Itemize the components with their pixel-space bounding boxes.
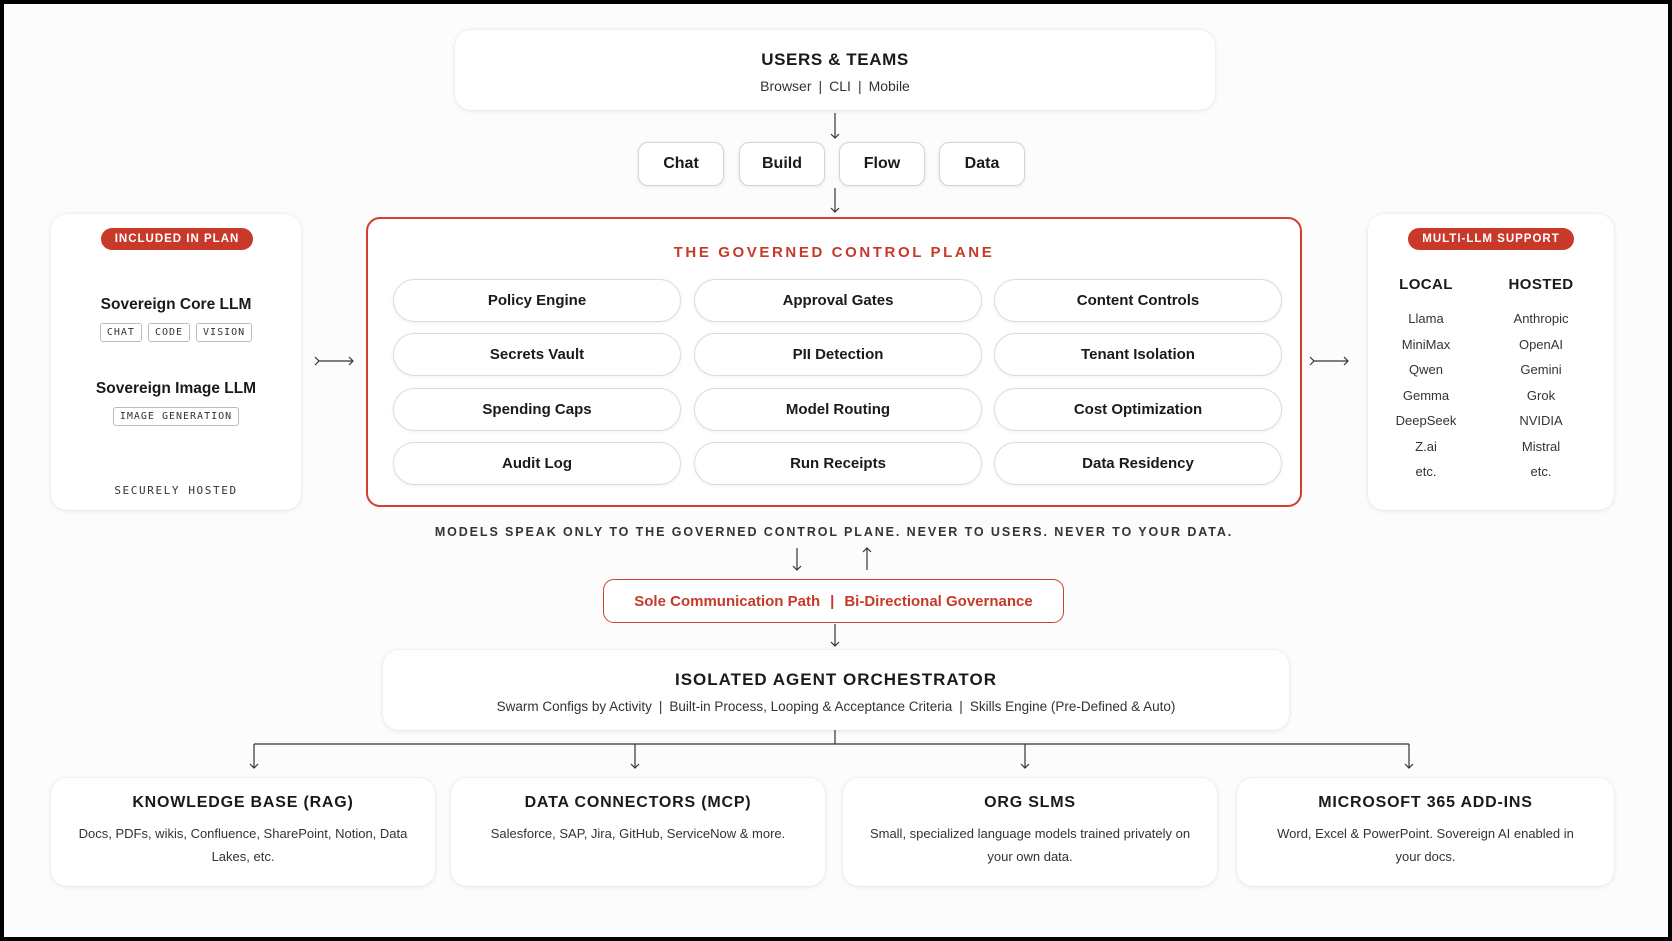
list-item: Z.ai	[1415, 438, 1437, 454]
included-plan-badge: INCLUDED IN PLAN	[101, 228, 253, 250]
org-slms-title: ORG SLMS	[984, 794, 1076, 811]
multi-llm-badge: MULTI-LLM SUPPORT	[1408, 228, 1574, 250]
list-item: Gemma	[1402, 387, 1450, 403]
data-connectors-desc: Salesforce, SAP, Jira, GitHub, ServiceNow & more.	[490, 826, 786, 841]
data-residency-pill[interactable]: Data Residency	[994, 442, 1282, 485]
mode-build-button[interactable]: Build	[739, 142, 825, 186]
knowledge-base-title: KNOWLEDGE BASE (RAG)	[132, 794, 354, 811]
mode-chat-button[interactable]: Chat	[638, 142, 724, 186]
core-llm-title: Sovereign Core LLM	[100, 296, 252, 313]
multi-llm-panel	[1368, 214, 1614, 510]
content-controls-pill[interactable]: Content Controls	[994, 279, 1282, 322]
channel-mobile: Mobile	[868, 78, 910, 94]
users-channels: Browser | CLI | Mobile	[760, 78, 910, 94]
list-item: Llama	[1408, 311, 1444, 326]
data-connectors-card	[451, 778, 825, 886]
m365-addins-title: MICROSOFT 365 ADD-INS	[1318, 794, 1533, 811]
mode-flow-button[interactable]: Flow	[839, 142, 925, 186]
list-item: etc.	[1415, 464, 1437, 479]
users-title: USERS & TEAMS	[761, 50, 909, 69]
secrets-vault-pill[interactable]: Secrets Vault	[393, 333, 681, 376]
list-item: Anthropic	[1513, 311, 1569, 326]
architecture-diagram	[4, 4, 1668, 937]
model-routing-pill[interactable]: Model Routing	[694, 388, 982, 431]
list-item: Gemini	[1520, 362, 1562, 377]
list-item: Grok	[1526, 387, 1556, 403]
list-item: etc.	[1530, 464, 1552, 479]
audit-log-pill[interactable]: Audit Log	[393, 442, 681, 485]
agent-orchestrator-card	[383, 650, 1289, 730]
core-llm-tags	[51, 322, 301, 342]
list-item: NVIDIA	[1519, 413, 1563, 428]
list-item: OpenAI	[1518, 336, 1564, 352]
hosted-model-list	[1494, 306, 1588, 485]
tag-code: CODE	[148, 323, 190, 342]
data-connectors-title: DATA CONNECTORS (MCP)	[524, 794, 752, 811]
knowledge-base-desc: Docs, PDFs, wikis, Confluence, SharePoint, Notion, Data Lakes, etc.	[78, 826, 408, 864]
list-item: MiniMax	[1401, 336, 1451, 352]
securely-hosted-label: SECURELY HOSTED	[114, 484, 238, 497]
comm-path-right: Bi-Directional Governance	[844, 592, 1033, 610]
list-item: Qwen	[1409, 362, 1443, 377]
image-llm-title: Sovereign Image LLM	[95, 380, 257, 397]
feature-built-in-process: Built-in Process, Looping & Acceptance Criteria	[669, 699, 953, 714]
pii-detection-pill[interactable]: PII Detection	[694, 333, 982, 376]
list-item: Mistral	[1521, 438, 1561, 454]
hosted-heading: HOSTED	[1508, 276, 1574, 293]
cost-optimization-pill[interactable]: Cost Optimization	[994, 388, 1282, 431]
tag-image-generation: IMAGE GENERATION	[113, 407, 239, 426]
tag-vision: VISION	[196, 323, 252, 342]
image-llm-tags	[51, 406, 301, 426]
mode-data-button[interactable]: Data	[939, 142, 1025, 186]
comm-path-box: Sole Communication Path | Bi-Directional Governance	[603, 579, 1064, 623]
org-slms-card	[843, 778, 1217, 886]
spending-caps-pill[interactable]: Spending Caps	[393, 388, 681, 431]
local-model-list	[1386, 306, 1466, 485]
control-plane-title: THE GOVERNED CONTROL PLANE	[673, 244, 995, 261]
governed-control-plane	[366, 217, 1302, 507]
tag-chat: CHAT	[100, 323, 142, 342]
models-note: MODELS SPEAK ONLY TO THE GOVERNED CONTROL PLANE. NEVER TO USERS. NEVER TO YOUR DATA.	[434, 525, 1234, 539]
feature-skills-engine: Skills Engine (Pre-Defined & Auto)	[969, 699, 1176, 714]
users-teams-card	[455, 30, 1215, 110]
policy-engine-pill[interactable]: Policy Engine	[393, 279, 681, 322]
comm-path-left: Sole Communication Path	[634, 592, 821, 610]
org-slms-desc: Small, specialized language models trained privately on your own data.	[869, 826, 1191, 864]
included-plan-panel	[51, 214, 301, 510]
m365-addins-card	[1237, 778, 1614, 886]
orchestrator-features: Swarm Configs by Activity | Built-in Process, Looping & Acceptance Criteria | Skills Engine (Pre-Defined & Auto)	[496, 699, 1176, 714]
local-heading: LOCAL	[1399, 276, 1453, 293]
tenant-isolation-pill[interactable]: Tenant Isolation	[994, 333, 1282, 376]
run-receipts-pill[interactable]: Run Receipts	[694, 442, 982, 485]
knowledge-base-card	[51, 778, 435, 886]
channel-browser: Browser	[760, 78, 812, 94]
feature-swarm-configs: Swarm Configs by Activity	[496, 699, 652, 714]
channel-cli: CLI	[829, 78, 851, 94]
m365-addins-desc: Word, Excel & PowerPoint. Sovereign AI enabled in your docs.	[1277, 826, 1574, 864]
approval-gates-pill[interactable]: Approval Gates	[694, 279, 982, 322]
orchestrator-title: ISOLATED AGENT ORCHESTRATOR	[675, 670, 997, 689]
list-item: DeepSeek	[1395, 413, 1457, 428]
